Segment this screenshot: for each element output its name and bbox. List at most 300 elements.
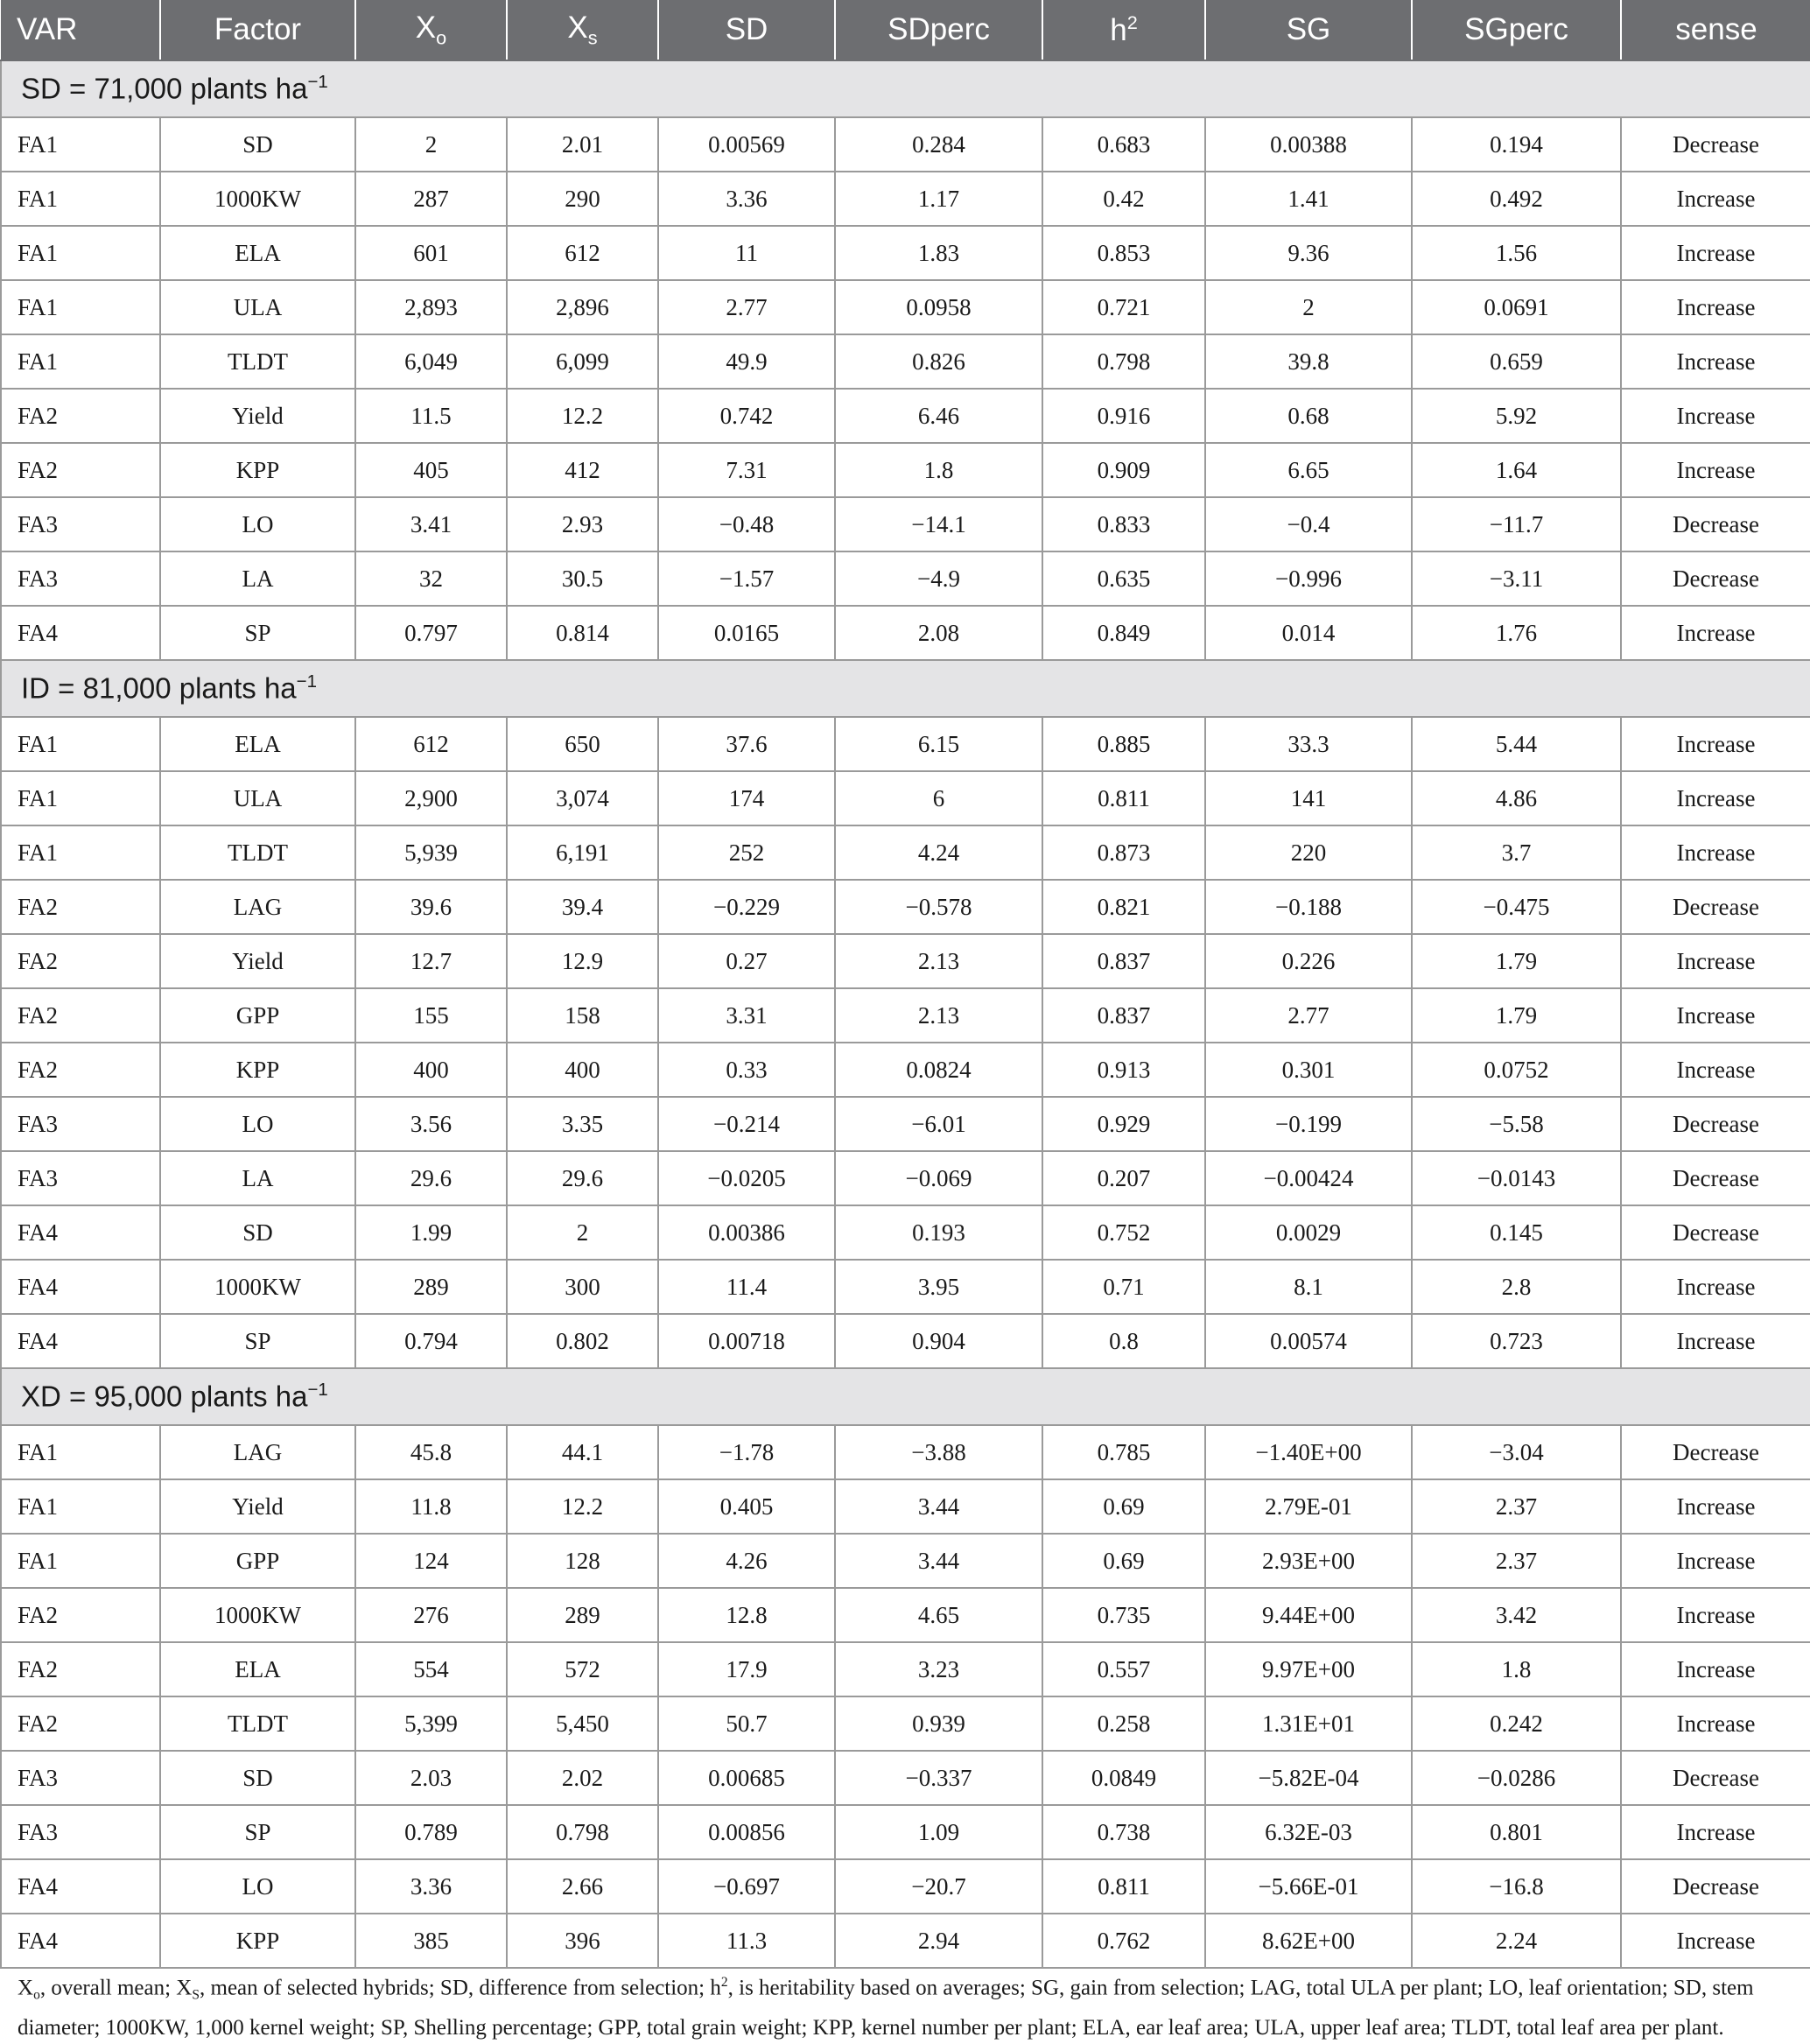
- cell-xs: 2.93: [507, 497, 658, 551]
- cell-sd: −1.57: [658, 551, 835, 606]
- cell-sense: Increase: [1621, 1043, 1810, 1097]
- table-row: [1, 1043, 1810, 1097]
- cell-h2: 0.738: [1042, 1805, 1205, 1859]
- cell-var: FA3: [1, 551, 160, 606]
- cell-sd: 0.00856: [658, 1805, 835, 1859]
- cell-h2: 0.909: [1042, 443, 1205, 497]
- cell-factor: GPP: [160, 1534, 355, 1588]
- cell-xo: 2.03: [355, 1751, 507, 1805]
- cell-h2: 0.735: [1042, 1588, 1205, 1642]
- cell-xs: 412: [507, 443, 658, 497]
- cell-h2: 0.71: [1042, 1260, 1205, 1314]
- cell-sgperc: 3.42: [1412, 1588, 1621, 1642]
- cell-sg: 0.014: [1205, 606, 1412, 660]
- cell-factor: ULA: [160, 771, 355, 825]
- table-row: [1, 717, 1810, 771]
- cell-sdperc: 0.0958: [835, 280, 1042, 334]
- cell-sgperc: −5.58: [1412, 1097, 1621, 1151]
- cell-sense: Decrease: [1621, 880, 1810, 934]
- table-row: [1, 1205, 1810, 1260]
- cell-sg: 2.77: [1205, 988, 1412, 1043]
- cell-xo: 601: [355, 226, 507, 280]
- cell-factor: LA: [160, 551, 355, 606]
- cell-xs: 612: [507, 226, 658, 280]
- cell-sdperc: −0.337: [835, 1751, 1042, 1805]
- table-row: [1, 825, 1810, 880]
- cell-factor: TLDT: [160, 825, 355, 880]
- cell-sdperc: 3.23: [835, 1642, 1042, 1696]
- cell-sg: −0.996: [1205, 551, 1412, 606]
- cell-var: FA4: [1, 1205, 160, 1260]
- cell-var: FA1: [1, 1479, 160, 1534]
- cell-factor: LAG: [160, 880, 355, 934]
- cell-sgperc: 1.8: [1412, 1642, 1621, 1696]
- cell-xo: 2,893: [355, 280, 507, 334]
- cell-xs: 44.1: [507, 1425, 658, 1479]
- cell-var: FA1: [1, 771, 160, 825]
- cell-xs: 0.814: [507, 606, 658, 660]
- cell-sgperc: −0.475: [1412, 880, 1621, 934]
- cell-sg: 33.3: [1205, 717, 1412, 771]
- cell-sgperc: 0.242: [1412, 1696, 1621, 1751]
- cell-sense: Increase: [1621, 717, 1810, 771]
- cell-xo: 3.56: [355, 1097, 507, 1151]
- cell-h2: 0.635: [1042, 551, 1205, 606]
- cell-h2: 0.916: [1042, 389, 1205, 443]
- cell-sense: Increase: [1621, 1805, 1810, 1859]
- cell-sd: 4.26: [658, 1534, 835, 1588]
- cell-sd: 2.77: [658, 280, 835, 334]
- footnote-xo: X: [18, 1976, 34, 2000]
- cell-factor: ELA: [160, 717, 355, 771]
- cell-sgperc: 0.723: [1412, 1314, 1621, 1368]
- table-body: [1, 60, 1810, 1968]
- cell-xo: 124: [355, 1534, 507, 1588]
- cell-xs: 0.802: [507, 1314, 658, 1368]
- cell-sgperc: 0.0691: [1412, 280, 1621, 334]
- cell-sgperc: −0.0286: [1412, 1751, 1621, 1805]
- header-var: VAR: [1, 0, 160, 60]
- cell-var: FA3: [1, 1097, 160, 1151]
- cell-sense: Decrease: [1621, 1859, 1810, 1914]
- header-xo: [355, 0, 507, 60]
- footnote-part3: , is heritability based on averages; SG, gain from selection; LAG, total ULA per plant; LO, leaf orientation; SD, stem diameter; 1000KW, 1,000 kernel weight; SP, Shelling percentage; GPP, total grain weight; KPP, kernel number per plant; ELA, ear leaf area; ULA, upper leaf area; TLDT, total leaf area per plant.: [18, 1976, 1754, 2040]
- cell-factor: Yield: [160, 1479, 355, 1534]
- cell-sdperc: 0.939: [835, 1696, 1042, 1751]
- cell-sdperc: 2.13: [835, 934, 1042, 988]
- table-row: [1, 334, 1810, 389]
- cell-xs: 39.4: [507, 880, 658, 934]
- cell-sense: Decrease: [1621, 1151, 1810, 1205]
- cell-xo: 385: [355, 1914, 507, 1968]
- cell-xo: 1.99: [355, 1205, 507, 1260]
- group-header-row: [1, 660, 1810, 717]
- header-factor: Factor: [160, 0, 355, 60]
- cell-h2: 0.69: [1042, 1534, 1205, 1588]
- cell-sdperc: 0.193: [835, 1205, 1042, 1260]
- cell-sg: 9.36: [1205, 226, 1412, 280]
- cell-sense: Increase: [1621, 988, 1810, 1043]
- cell-sg: −5.66E-01: [1205, 1859, 1412, 1914]
- cell-sg: 6.32E-03: [1205, 1805, 1412, 1859]
- cell-sense: Increase: [1621, 1260, 1810, 1314]
- cell-sdperc: −14.1: [835, 497, 1042, 551]
- cell-xs: 2.02: [507, 1751, 658, 1805]
- cell-factor: GPP: [160, 988, 355, 1043]
- cell-sgperc: 1.76: [1412, 606, 1621, 660]
- cell-sd: 11.4: [658, 1260, 835, 1314]
- cell-xo: 11.8: [355, 1479, 507, 1534]
- cell-factor: SP: [160, 1314, 355, 1368]
- table-row: [1, 280, 1810, 334]
- cell-h2: 0.873: [1042, 825, 1205, 880]
- cell-var: FA4: [1, 1914, 160, 1968]
- cell-sd: −0.0205: [658, 1151, 835, 1205]
- cell-sgperc: 3.7: [1412, 825, 1621, 880]
- cell-sdperc: 2.13: [835, 988, 1042, 1043]
- cell-factor: ULA: [160, 280, 355, 334]
- cell-xo: 612: [355, 717, 507, 771]
- cell-xs: 12.9: [507, 934, 658, 988]
- cell-sense: Decrease: [1621, 1205, 1810, 1260]
- cell-sdperc: 1.83: [835, 226, 1042, 280]
- cell-sdperc: 6: [835, 771, 1042, 825]
- cell-xo: 0.797: [355, 606, 507, 660]
- cell-sense: Decrease: [1621, 1425, 1810, 1479]
- cell-xo: 5,399: [355, 1696, 507, 1751]
- cell-xo: 0.794: [355, 1314, 507, 1368]
- cell-sgperc: 5.92: [1412, 389, 1621, 443]
- cell-factor: SD: [160, 1751, 355, 1805]
- cell-sd: 0.742: [658, 389, 835, 443]
- cell-sense: Decrease: [1621, 497, 1810, 551]
- cell-h2: 0.69: [1042, 1479, 1205, 1534]
- cell-sd: −0.229: [658, 880, 835, 934]
- cell-h2: 0.785: [1042, 1425, 1205, 1479]
- footnote-part2: , mean of selected hybrids; SD, difference from selection; h: [200, 1976, 721, 2000]
- cell-var: FA1: [1, 172, 160, 226]
- cell-sgperc: 2.37: [1412, 1534, 1621, 1588]
- cell-var: FA2: [1, 443, 160, 497]
- cell-sgperc: −3.04: [1412, 1425, 1621, 1479]
- table-row: [1, 1260, 1810, 1314]
- cell-sg: 1.41: [1205, 172, 1412, 226]
- cell-xs: 2,896: [507, 280, 658, 334]
- header-h-superscript: 2: [1126, 11, 1138, 33]
- cell-sense: Decrease: [1621, 1751, 1810, 1805]
- cell-sdperc: 1.17: [835, 172, 1042, 226]
- cell-sgperc: 1.64: [1412, 443, 1621, 497]
- cell-sense: Increase: [1621, 771, 1810, 825]
- cell-xs: 572: [507, 1642, 658, 1696]
- cell-sd: 0.405: [658, 1479, 835, 1534]
- cell-h2: 0.929: [1042, 1097, 1205, 1151]
- cell-xs: 3.35: [507, 1097, 658, 1151]
- table-row: [1, 880, 1810, 934]
- cell-factor: TLDT: [160, 1696, 355, 1751]
- cell-sd: −1.78: [658, 1425, 835, 1479]
- cell-var: FA2: [1, 1588, 160, 1642]
- cell-xo: 2,900: [355, 771, 507, 825]
- table-row: [1, 1097, 1810, 1151]
- table-row: [1, 443, 1810, 497]
- cell-h2: 0.849: [1042, 606, 1205, 660]
- footnote-xo-subscript: o: [33, 1987, 40, 2003]
- cell-xs: 12.2: [507, 389, 658, 443]
- cell-sg: 1.31E+01: [1205, 1696, 1412, 1751]
- cell-sd: 0.27: [658, 934, 835, 988]
- cell-h2: 0.557: [1042, 1642, 1205, 1696]
- cell-factor: KPP: [160, 443, 355, 497]
- cell-sg: 9.97E+00: [1205, 1642, 1412, 1696]
- table-row: [1, 1425, 1810, 1479]
- cell-sdperc: 1.09: [835, 1805, 1042, 1859]
- header-xs: [507, 0, 658, 60]
- cell-var: FA3: [1, 1805, 160, 1859]
- cell-xs: 2: [507, 1205, 658, 1260]
- cell-sd: 11.3: [658, 1914, 835, 1968]
- cell-sense: Increase: [1621, 825, 1810, 880]
- cell-factor: 1000KW: [160, 1260, 355, 1314]
- cell-var: FA2: [1, 1642, 160, 1696]
- cell-xo: 11.5: [355, 389, 507, 443]
- cell-sg: 0.68: [1205, 389, 1412, 443]
- cell-sg: 39.8: [1205, 334, 1412, 389]
- table-row: [1, 771, 1810, 825]
- header-h-label: h: [1110, 13, 1127, 47]
- cell-sense: Increase: [1621, 443, 1810, 497]
- cell-factor: LO: [160, 1859, 355, 1914]
- table-row: [1, 1151, 1810, 1205]
- cell-factor: KPP: [160, 1043, 355, 1097]
- cell-h2: 0.913: [1042, 1043, 1205, 1097]
- table-row: [1, 1859, 1810, 1914]
- cell-xs: 6,099: [507, 334, 658, 389]
- cell-var: FA2: [1, 880, 160, 934]
- cell-xs: 396: [507, 1914, 658, 1968]
- cell-sd: 49.9: [658, 334, 835, 389]
- cell-sense: Increase: [1621, 389, 1810, 443]
- cell-factor: LA: [160, 1151, 355, 1205]
- table-row: [1, 1914, 1810, 1968]
- table-row: [1, 606, 1810, 660]
- cell-sdperc: −0.069: [835, 1151, 1042, 1205]
- cell-sg: 2.93E+00: [1205, 1534, 1412, 1588]
- cell-sgperc: −3.11: [1412, 551, 1621, 606]
- cell-factor: SP: [160, 606, 355, 660]
- group-label-text: SD = 71,000 plants ha: [21, 72, 308, 105]
- table-row: [1, 1642, 1810, 1696]
- cell-h2: 0.752: [1042, 1205, 1205, 1260]
- cell-xs: 2.01: [507, 117, 658, 172]
- cell-sgperc: 0.801: [1412, 1805, 1621, 1859]
- cell-var: FA2: [1, 389, 160, 443]
- cell-var: FA1: [1, 1425, 160, 1479]
- cell-sense: Increase: [1621, 1479, 1810, 1534]
- cell-h2: 0.811: [1042, 771, 1205, 825]
- cell-xo: 554: [355, 1642, 507, 1696]
- cell-sgperc: 0.145: [1412, 1205, 1621, 1260]
- cell-sg: 0.00388: [1205, 117, 1412, 172]
- cell-xs: 290: [507, 172, 658, 226]
- cell-sg: 9.44E+00: [1205, 1588, 1412, 1642]
- group-label: [1, 1368, 1810, 1425]
- header-row: [1, 0, 1810, 60]
- cell-sg: −1.40E+00: [1205, 1425, 1412, 1479]
- header-xo-label: X: [415, 10, 437, 45]
- cell-sg: −5.82E-04: [1205, 1751, 1412, 1805]
- cell-sg: 141: [1205, 771, 1412, 825]
- cell-var: FA1: [1, 1534, 160, 1588]
- cell-xo: 287: [355, 172, 507, 226]
- cell-sgperc: −0.0143: [1412, 1151, 1621, 1205]
- table-row: [1, 226, 1810, 280]
- cell-xo: 3.41: [355, 497, 507, 551]
- group-label-text: ID = 81,000 plants ha: [21, 671, 297, 705]
- group-label: [1, 660, 1810, 717]
- cell-var: FA2: [1, 988, 160, 1043]
- cell-sg: 0.226: [1205, 934, 1412, 988]
- cell-sgperc: 0.0752: [1412, 1043, 1621, 1097]
- cell-h2: 0.258: [1042, 1696, 1205, 1751]
- cell-factor: LAG: [160, 1425, 355, 1479]
- group-header-row: [1, 1368, 1810, 1425]
- cell-sd: 0.33: [658, 1043, 835, 1097]
- cell-sd: 0.0165: [658, 606, 835, 660]
- cell-sdperc: 0.284: [835, 117, 1042, 172]
- cell-xs: 12.2: [507, 1479, 658, 1534]
- cell-xs: 3,074: [507, 771, 658, 825]
- table-row: [1, 988, 1810, 1043]
- cell-factor: SP: [160, 1805, 355, 1859]
- cell-sense: Increase: [1621, 1642, 1810, 1696]
- cell-sd: 0.00569: [658, 117, 835, 172]
- table-row: [1, 389, 1810, 443]
- cell-sense: Increase: [1621, 934, 1810, 988]
- header-h2: [1042, 0, 1205, 60]
- cell-xs: 128: [507, 1534, 658, 1588]
- cell-var: FA1: [1, 280, 160, 334]
- cell-sd: −0.48: [658, 497, 835, 551]
- cell-sg: 220: [1205, 825, 1412, 880]
- cell-sd: −0.214: [658, 1097, 835, 1151]
- cell-xs: 650: [507, 717, 658, 771]
- cell-factor: LO: [160, 497, 355, 551]
- cell-xo: 400: [355, 1043, 507, 1097]
- cell-sd: 0.00685: [658, 1751, 835, 1805]
- cell-sd: 3.31: [658, 988, 835, 1043]
- cell-sdperc: 2.94: [835, 1914, 1042, 1968]
- cell-sdperc: 3.44: [835, 1534, 1042, 1588]
- table-row: [1, 1805, 1810, 1859]
- cell-sd: 252: [658, 825, 835, 880]
- cell-sense: Decrease: [1621, 1097, 1810, 1151]
- cell-sense: Increase: [1621, 280, 1810, 334]
- cell-sg: −0.188: [1205, 880, 1412, 934]
- cell-xo: 32: [355, 551, 507, 606]
- table-row: [1, 1479, 1810, 1534]
- table-row: [1, 1314, 1810, 1368]
- cell-sgperc: 0.492: [1412, 172, 1621, 226]
- table-footnote: [18, 1966, 1794, 2044]
- header-sg: SG: [1205, 0, 1412, 60]
- cell-xs: 30.5: [507, 551, 658, 606]
- cell-xs: 158: [507, 988, 658, 1043]
- cell-sg: 0.00574: [1205, 1314, 1412, 1368]
- cell-factor: Yield: [160, 389, 355, 443]
- cell-xo: 155: [355, 988, 507, 1043]
- cell-factor: Yield: [160, 934, 355, 988]
- cell-h2: 0.207: [1042, 1151, 1205, 1205]
- cell-factor: TLDT: [160, 334, 355, 389]
- cell-var: FA3: [1, 497, 160, 551]
- cell-sdperc: 0.904: [835, 1314, 1042, 1368]
- cell-sg: 8.62E+00: [1205, 1914, 1412, 1968]
- cell-sg: 2: [1205, 280, 1412, 334]
- cell-sdperc: 1.8: [835, 443, 1042, 497]
- group-header-row: [1, 60, 1810, 117]
- cell-var: FA1: [1, 825, 160, 880]
- cell-sgperc: 2.8: [1412, 1260, 1621, 1314]
- cell-sg: 2.79E-01: [1205, 1479, 1412, 1534]
- cell-sd: 11: [658, 226, 835, 280]
- cell-sense: Increase: [1621, 226, 1810, 280]
- group-label-text: XD = 95,000 plants ha: [21, 1380, 308, 1413]
- cell-factor: SD: [160, 117, 355, 172]
- cell-sdperc: 6.15: [835, 717, 1042, 771]
- cell-h2: 0.885: [1042, 717, 1205, 771]
- cell-sdperc: 3.44: [835, 1479, 1042, 1534]
- cell-sdperc: 6.46: [835, 389, 1042, 443]
- cell-factor: LO: [160, 1097, 355, 1151]
- cell-sense: Increase: [1621, 606, 1810, 660]
- cell-h2: 0.0849: [1042, 1751, 1205, 1805]
- cell-var: FA4: [1, 1260, 160, 1314]
- header-xo-subscript: o: [436, 26, 447, 49]
- cell-sg: 8.1: [1205, 1260, 1412, 1314]
- cell-factor: 1000KW: [160, 1588, 355, 1642]
- cell-h2: 0.811: [1042, 1859, 1205, 1914]
- cell-xo: 5,939: [355, 825, 507, 880]
- cell-factor: ELA: [160, 226, 355, 280]
- cell-sense: Increase: [1621, 1314, 1810, 1368]
- cell-sense: Increase: [1621, 1588, 1810, 1642]
- cell-var: FA2: [1, 1043, 160, 1097]
- cell-xo: 3.36: [355, 1859, 507, 1914]
- header-xs-label: X: [567, 10, 588, 45]
- cell-xs: 2.66: [507, 1859, 658, 1914]
- table-row: [1, 497, 1810, 551]
- cell-sdperc: −6.01: [835, 1097, 1042, 1151]
- group-label-superscript: −1: [307, 1380, 328, 1401]
- cell-sd: 17.9: [658, 1642, 835, 1696]
- cell-xs: 400: [507, 1043, 658, 1097]
- cell-sg: 0.301: [1205, 1043, 1412, 1097]
- cell-sd: −0.697: [658, 1859, 835, 1914]
- cell-sdperc: 0.0824: [835, 1043, 1042, 1097]
- cell-sd: 0.00718: [658, 1314, 835, 1368]
- cell-sdperc: 0.826: [835, 334, 1042, 389]
- cell-h2: 0.821: [1042, 880, 1205, 934]
- cell-var: FA1: [1, 226, 160, 280]
- table-row: [1, 934, 1810, 988]
- cell-sgperc: 0.194: [1412, 117, 1621, 172]
- table-row: [1, 117, 1810, 172]
- table-row: [1, 1696, 1810, 1751]
- cell-sg: −0.00424: [1205, 1151, 1412, 1205]
- cell-var: FA4: [1, 606, 160, 660]
- cell-sdperc: −20.7: [835, 1859, 1042, 1914]
